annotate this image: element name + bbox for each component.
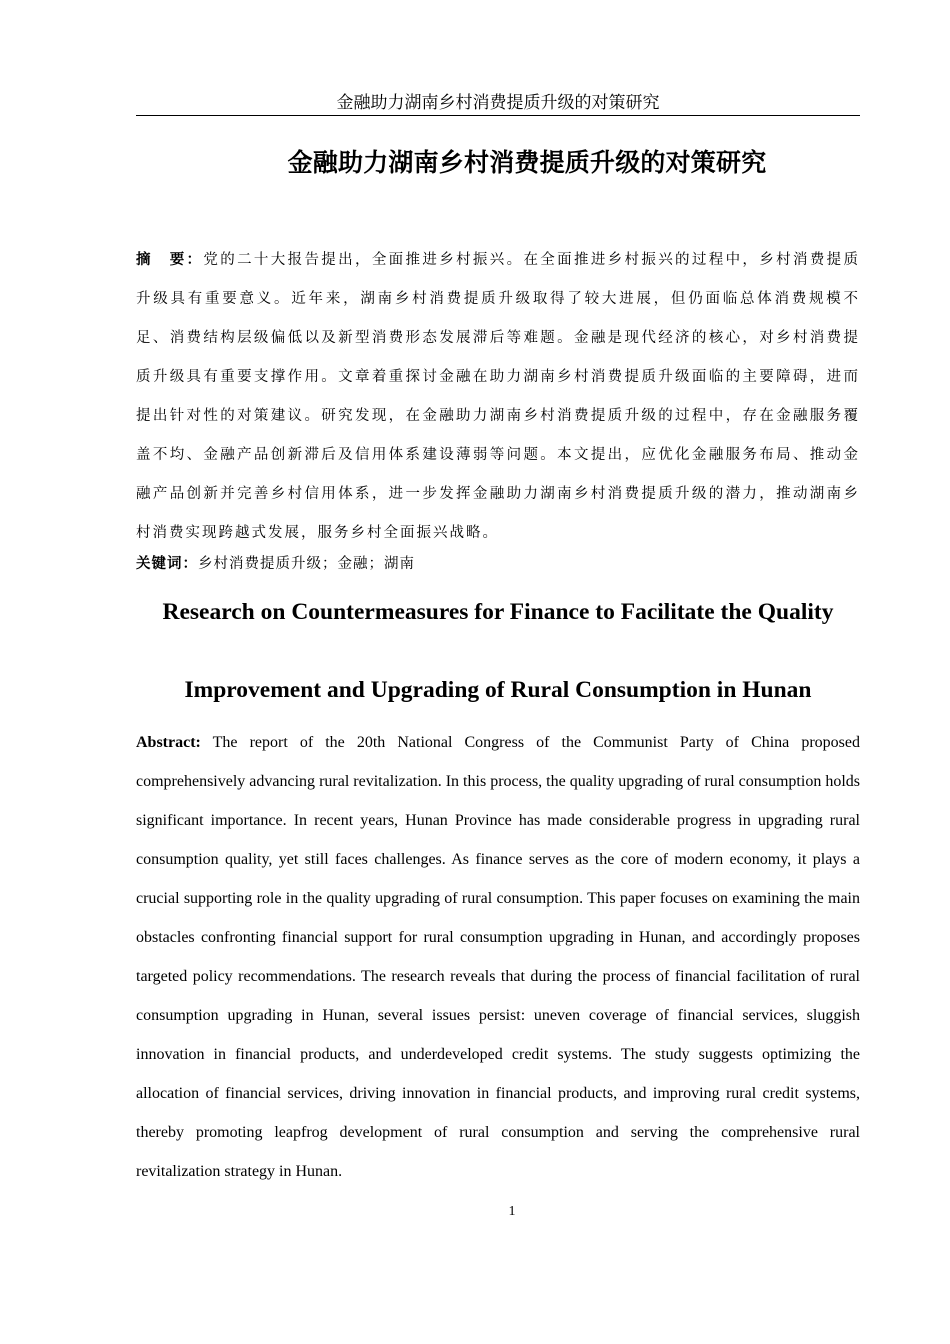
running-header: 金融助力湖南乡村消费提质升级的对策研究 (336, 93, 660, 113)
chinese-keywords-label: 关键词： (136, 556, 198, 572)
chinese-title: 金融助力湖南乡村消费提质升级的对策研究 (287, 148, 767, 177)
english-abstract (136, 723, 860, 1191)
chinese-abstract-text: 党的二十大报告提出，全面推进乡村振兴。在全面推进乡村振兴的过程中，乡村消费提质升级具有重要意义。近年来，湖南乡村消费提质升级取得了较大进展，但仍面临总体消费规模不足、消费结构层级偏低以及新型消费形态发展滞后等难题。金融是现代经济的核心，对乡村消费提质升级具有重要支撑作用。文章着重探讨金融在助力湖南乡村消费提质升级面临的主要障碍，进而提出针对性的对策建议。研究发现，在金融助力湖南乡村消费提质升级的过程中，存在金融服务覆盖不均、金融产品创新滞后及信用体系建设薄弱等问题。本文提出，应优化金融服务布局、推动金融产品创新并完善乡村信用体系，进一步发挥金融助力湖南乡村消费提质升级的潜力，推动湖南乡村消费实现跨越式发展，服务乡村全面振兴战略。 (136, 252, 861, 541)
english-title-line-1: Research on Countermeasures for Finance to Facilitate the Quality (162, 599, 834, 625)
english-abstract-text: The report of the 20th National Congress of the Communist Party of China proposed comprehensively advancing rural revitalization. In this process, the quality upgrading of rural consumption holds significant importance. In recent years, Hunan Province has made considerable progress in upgrading rural consumption quality, yet still faces challenges. As finance serves as the core of modern economy, it plays a crucial supporting role in the quality upgrading of rural consumption. This paper focuses on examining the main obstacles confronting financial support for rural consumption upgrading in Hunan, and accordingly proposes targeted policy recommendations. The research reveals that during the process of financial facilitation of rural consumption upgrading in Hunan, several issues persist: uneven coverage of financial services, sluggish innovation in financial products, and underdeveloped credit systems. The study suggests optimizing the allocation of financial services, driving innovation in financial products, and improving rural credit systems, thereby promoting leapfrog development of rural consumption and serving the comprehensive rural revitalization strategy in Hunan. (136, 734, 861, 1180)
english-title-line-2: Improvement and Upgrading of Rural Consumption in Hunan (184, 677, 812, 703)
chinese-keywords-text: 乡村消费提质升级；金融；湖南 (198, 556, 415, 572)
english-abstract-label: Abstract: (136, 734, 201, 751)
page-number: 1 (508, 1204, 516, 1219)
chinese-abstract-label: 摘 要： (136, 252, 204, 268)
chinese-abstract (136, 241, 860, 553)
chinese-keywords (136, 551, 860, 577)
header-rule (136, 115, 860, 116)
